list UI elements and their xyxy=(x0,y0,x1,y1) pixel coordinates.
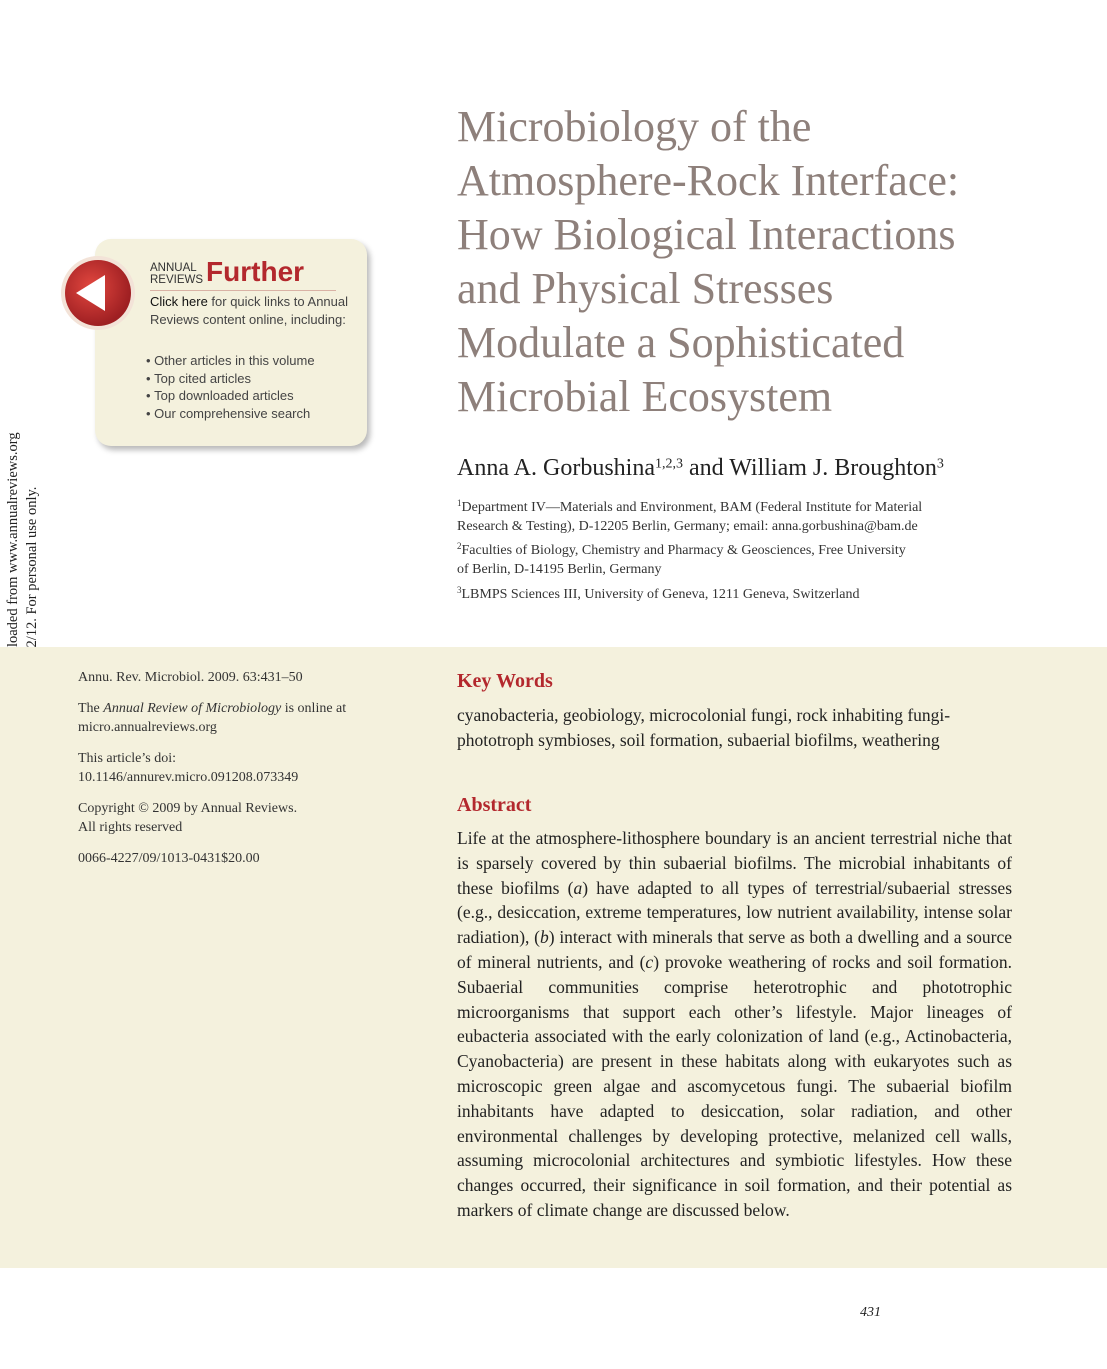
author-line xyxy=(457,452,944,484)
journal-name: Annual Review of Microbiology xyxy=(103,701,282,716)
further-heading[interactable] xyxy=(150,258,304,286)
title-line: Atmosphere-Rock Interface: xyxy=(457,156,960,205)
copyright: Copyright © 2009 by Annual Reviews. All rights reserved xyxy=(78,801,298,835)
key-words-heading: Key Words xyxy=(457,670,553,692)
brand-line2: REVIEWS xyxy=(150,274,204,286)
online-note: The Annual Review of Microbiology is online at micro.annualreviews.org xyxy=(78,701,347,735)
click-here-link[interactable]: Click here xyxy=(150,294,208,309)
affiliation-text: Faculties of Biology, Chemistry and Pharmacy & Geosciences, Free University xyxy=(461,543,906,558)
annual-reviews-logo xyxy=(150,262,203,286)
key-words-text: cyanobacteria, geobiology, microcolonial fungi, rock inhabiting fungi-phototroph symbioses, soil formation, subaerial biofilms, weathering xyxy=(457,705,951,750)
affiliation-1 xyxy=(457,498,1017,536)
author-2-affil: 3 xyxy=(936,456,944,472)
further-description xyxy=(150,293,350,328)
brand-line1: ANNUAL xyxy=(150,262,197,274)
affiliation-text: Department IV—Materials and Environment, BAM (Federal Institute for Material xyxy=(461,500,923,515)
affiliation-number: 1 xyxy=(457,498,462,509)
author-1: Anna A. Gorbushina xyxy=(457,455,655,481)
affiliation-number: 2 xyxy=(457,541,462,552)
article-meta xyxy=(78,668,408,880)
title-line: Microbial Ecosystem xyxy=(457,372,833,421)
doi-block: This article’s doi: 10.1146/annurev.micro.091208.073349 xyxy=(78,751,299,785)
citation: Annu. Rev. Microbiol. 2009. 63:431–50 xyxy=(78,670,303,685)
affiliation-number: 3 xyxy=(457,585,462,596)
abstract-heading: Abstract xyxy=(457,794,532,816)
title-line: Microbiology of the xyxy=(457,102,812,151)
online-url[interactable]: micro.annualreviews.org xyxy=(78,720,217,735)
further-link-volume[interactable]: • Other articles in this volume xyxy=(146,352,315,370)
further-description-text: for quick links to Annual Reviews content online, including: xyxy=(150,294,348,327)
affiliation-text: of Berlin, D-14195 Berlin, Germany xyxy=(457,562,662,577)
page-number: 431 xyxy=(860,1305,881,1320)
title-line: How Biological Interactions xyxy=(457,210,956,259)
affiliation-3 xyxy=(457,585,1017,604)
further-link-top-cited[interactable]: • Top cited articles xyxy=(146,370,315,388)
abstract-text: Life at the atmosphere-lithosphere boundary is an ancient terrestrial niche that is sparsely covered by thin subaerial biofilms. The microbial inhabitants of these biofilms (a) have adapted to all types of terrestrial/subaerial stresses (e.g., desiccation, extreme temperatures, low nutrient availability, intense solar radiation), (b) interact with minerals that serve as both a dwelling and a source of mineral nutrients, and (c) provoke weathering of rocks and soil formation. Subaerial communities comprise heterotrophic and phototrophic microorganisms that support each other’s lifestyle. Major lineages of eubacteria associated with the early colonization of land (e.g., Actinobacteria, Cyanobacteria) are present in these habitats along with eukaryotes such as microscopic green algae and ascomycetous fungi. The subaerial biofilm inhabitants have adapted to desiccation, solar radiation, and other environmental challenges by developing protective, melanized cell walls, assuming microcolonial architectures and symbiotic lifestyles. How these changes occurred, their significance in soil formation, and their potential as markers of climate change are discussed below. xyxy=(457,828,1013,1220)
affiliation-2 xyxy=(457,541,1017,579)
author-conjunction: and xyxy=(682,455,730,481)
article-title xyxy=(457,100,1097,424)
issn: 0066-4227/09/1013-0431$20.00 xyxy=(78,851,260,866)
affiliation-text: LBMPS Sciences III, University of Geneva, 1211 Geneva, Switzerland xyxy=(461,587,860,602)
affiliation-text: Research & Testing), D-12205 Berlin, Germany; email: anna.gorbushina@bam.de xyxy=(457,519,918,534)
title-line: Modulate a Sophisticated xyxy=(457,318,905,367)
author-2: William J. Broughton xyxy=(729,455,937,481)
title-line: and Physical Stresses xyxy=(457,264,834,313)
further-divider xyxy=(150,290,336,291)
author-1-affil: 1,2,3 xyxy=(654,456,683,472)
back-arrow-icon[interactable] xyxy=(58,255,138,335)
further-label: Further xyxy=(206,256,305,287)
further-link-search[interactable]: • Our comprehensive search xyxy=(146,405,315,423)
further-link-top-downloaded[interactable]: • Top downloaded articles xyxy=(146,387,315,405)
further-links-list xyxy=(146,352,315,423)
doi-link[interactable]: 10.1146/annurev.micro.091208.073349 xyxy=(78,770,299,785)
